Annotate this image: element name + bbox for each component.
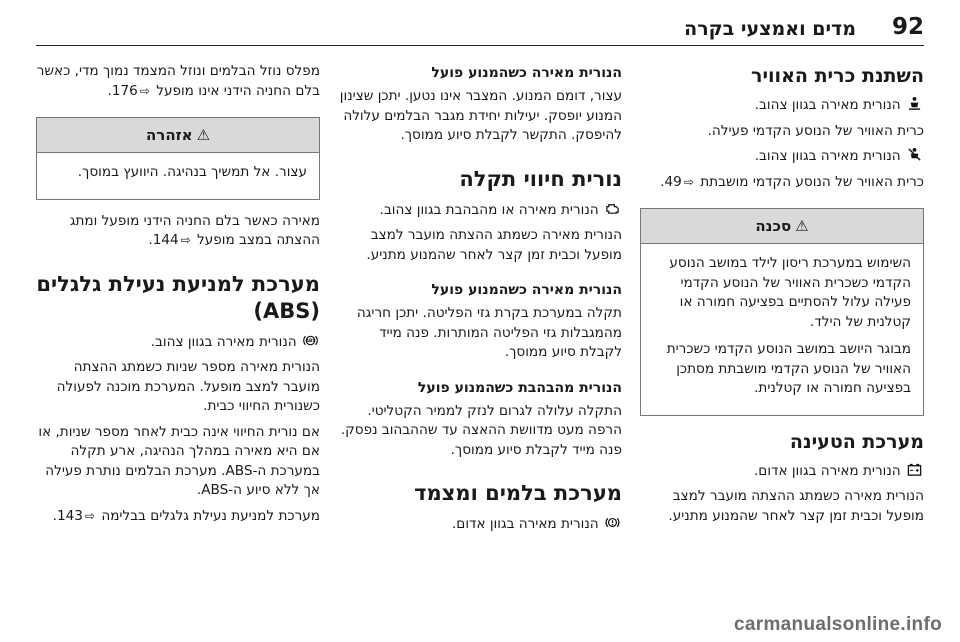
column-right — [640, 62, 924, 602]
page-reference-arrow: ⇨ — [139, 83, 150, 98]
paragraph: הנורית מאירה בגוון אדום. — [640, 462, 924, 482]
danger-notice — [640, 208, 924, 416]
page-reference-link[interactable]: 144. — [148, 232, 179, 248]
content-columns — [36, 62, 924, 602]
battery-icon — [907, 462, 922, 477]
paragraph: מבוגר היושב במושב הנוסע הקדמי כשכרית האוויר של הנוסע הקדמי מושבתת מסתכן בפציעה חמורה או קטלנית. — [666, 341, 911, 396]
paragraph: עצור. אל תמשיך בנהיגה. היוועץ במוסך. — [77, 164, 307, 180]
paragraph: הנורית מאירה בגוון אדום. — [338, 515, 622, 535]
heading-charging-system: מערכת הטעינה — [789, 430, 924, 453]
page-reference-arrow: ⇨ — [180, 233, 191, 247]
subheading-charging-running: הנורית מאירה כשהמנוע פועל — [431, 65, 622, 81]
paragraph: הנורית מאירה מספר שניות כשמתג ההצתה מועבר למצב מופעל. המערכת מוכנה לפעולה כשנורית החיווי כבית. — [56, 359, 320, 414]
warning-notice — [36, 117, 320, 200]
paragraph: מערכת למניעת נעילת גלגלים בבלימה ⇨143. — [52, 507, 320, 524]
notice-header: ⚠סכנה — [641, 209, 923, 244]
abs-icon — [303, 333, 318, 348]
page-reference-link[interactable]: 176. — [107, 82, 138, 99]
subheading-fault-flashing: הנורית מהבהבת כשהמנוע פועל — [417, 379, 622, 396]
page-reference-link[interactable]: 143. — [52, 507, 83, 524]
paragraph: אם נורית החיווי אינה כבית לאחר מספר שניות, או אם היא מאירה במהלך הנהיגה, ארע תקלה במערכת ה-ABS. מערכת הבלמים נותרת פעילה אך ללא סיוע ה-ABS. — [38, 423, 320, 498]
paragraph: התקלה עלולה לגרום לנזק לממיר הקטליטי. הרפה מעט מדוושת ההאצה עד שההבהוב נפסק. פנה מייד לקבלת סיוע ממוסך. — [340, 402, 622, 458]
paragraph: הנורית מאירה או מהבהבת בגוון צהוב. — [338, 201, 622, 221]
notice-header: ⚠אזהרה — [37, 118, 319, 153]
warning-triangle-icon: ⚠ — [795, 217, 809, 235]
page-reference-arrow: ⇨ — [84, 508, 95, 523]
subheading-fault-running: הנורית מאירה כשהמנוע פועל — [431, 282, 622, 298]
airbag-on-icon — [907, 96, 922, 111]
page-number: 92 — [891, 14, 924, 40]
paragraph: כרית האוויר של הנוסע הקדמי פעילה. — [707, 122, 924, 139]
notice-body — [37, 153, 319, 199]
brake-icon — [605, 515, 620, 530]
airbag-off-icon — [907, 147, 922, 162]
paragraph: הנורית מאירה בגוון צהוב. — [640, 147, 924, 167]
paragraph: תקלה במערכת בקרת גזי הפליטה. יתכן חריגה מהמגבלות גזי הפליטה המותרות. פנה מייד לקבלת סיוע ממוסך. — [356, 305, 622, 360]
page-title: מדים ואמצעי בקרה — [684, 18, 856, 40]
paragraph: השימוש במערכת ריסון לילד במושב הנוסע הקדמי כשכרית האוויר של הנוסע הקדמי פעילה עלול להסתיים בפציעה חמורה או קטלנית של הילד. — [669, 255, 911, 330]
paragraph: מפלס נוזל הבלמים ונוזל המצמד נמוך מדי, כאשר בלם החניה הידני אינו מופעל ⇨176. — [36, 63, 320, 99]
column-left — [36, 62, 320, 602]
heading-fault-indicator: נורית חיווי תקלה — [459, 166, 622, 191]
engine-icon — [605, 201, 620, 216]
paragraph: ABS הנורית מאירה בגוון צהוב. — [36, 333, 320, 353]
page-reference-link[interactable]: 49. — [660, 173, 682, 190]
warning-triangle-icon: ⚠ — [196, 126, 211, 144]
page-reference-arrow: ⇨ — [683, 174, 694, 189]
paragraph: מאירה כאשר בלם החניה הידני מופעל ומתג ההצתה במצב מופעל ⇨144. — [69, 212, 320, 248]
paragraph: כרית האוויר של הנוסע הקדמי מושבתת ⇨49. — [660, 173, 924, 190]
heading-airbag-deactivation: השתנת כרית האוויר — [751, 65, 924, 87]
heading-brake-clutch: מערכת בלמים ומצמד — [414, 481, 622, 505]
paragraph: הנורית מאירה כשמתג ההצתה מועבר למצב מופעל וכבית זמן קצר לאחר שהמנוע מתניע. — [668, 488, 924, 524]
svg-text:ABS: ABS — [305, 338, 316, 344]
paragraph: הנורית מאירה בגוון צהוב. — [640, 96, 924, 116]
heading-abs: מערכת למניעת נעילת גלגלים (ABS) — [36, 271, 320, 323]
page-header — [36, 12, 924, 46]
paragraph: עצור, דומם המנוע. המצבר אינו נטען. יתכן שצינון המנוע יופסק. יעילות יחידת מגבר הבלמים עלולה להיפסק. התקשר לקבלת סיוע ממוסך. — [339, 88, 622, 143]
paragraph: הנורית מאירה כשמתג ההצתה מועבר למצב מופעל וכבית זמן קצר לאחר שהמנוע מתניע. — [366, 227, 622, 263]
notice-body — [641, 244, 923, 415]
column-middle — [338, 62, 622, 602]
watermark: carmanualsonline.info — [734, 614, 942, 635]
